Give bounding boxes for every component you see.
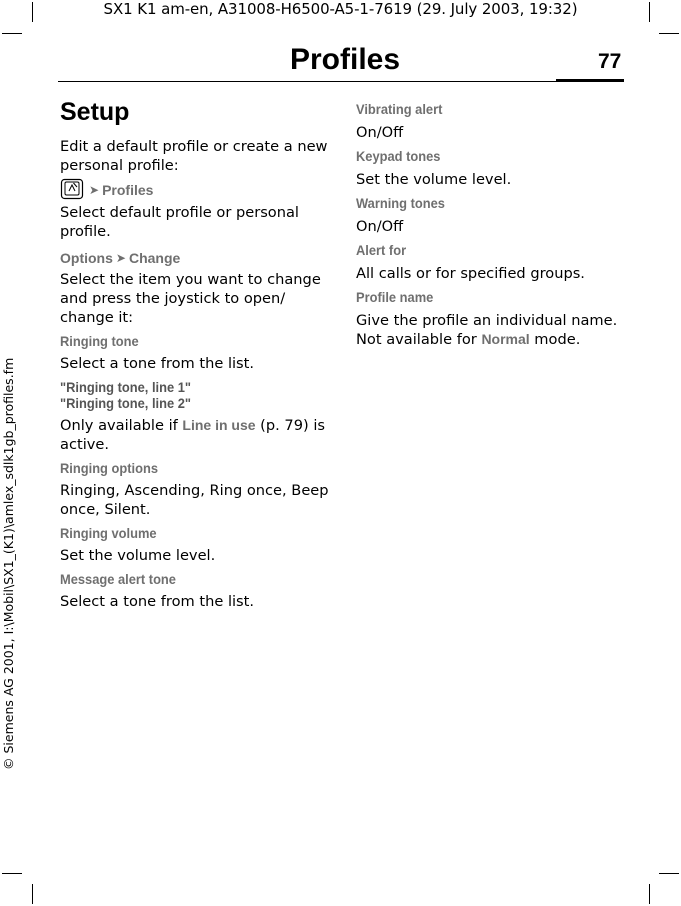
crop-mark [32, 884, 33, 904]
phone-menu-icon [60, 178, 86, 202]
item-label: Warning tones [356, 195, 445, 211]
menu-target: Profiles [102, 182, 154, 198]
crop-mark [659, 33, 679, 34]
item-description: On/Off [356, 218, 404, 235]
line-in-use-link: Line in use [182, 417, 256, 433]
item-label: Message alert tone [60, 571, 176, 587]
item-label: Alert for [356, 242, 407, 258]
right-column [356, 101, 626, 349]
running-header: SX1 K1 am-en, A31008-H6500-A5-1-7619 (29. July 2003, 19:32) [103, 0, 578, 18]
item-description: Select a tone from the list. [60, 355, 255, 372]
crop-mark [2, 873, 22, 874]
item-label: "Ringing tone, line 1" [60, 379, 191, 395]
title-rule [58, 81, 624, 82]
item-description: Set the volume level. [60, 547, 216, 564]
item-description: Set the volume level. [356, 171, 512, 188]
options-path [60, 249, 330, 267]
normal-mode-link: Normal [481, 331, 530, 347]
options-label: Options [60, 250, 113, 266]
item-label: Profile name [356, 289, 434, 305]
arrow-icon: ➤ [89, 183, 100, 197]
item-label: Vibrating alert [356, 101, 443, 117]
item-description: On/Off [356, 124, 404, 141]
crop-mark [2, 33, 22, 34]
item-label: Ringing options [60, 460, 159, 476]
item-label: Ringing tone [60, 333, 139, 349]
menu-path [60, 177, 330, 203]
copyright-side-note: © Siemens AG 2001, I:\Mobil\SX1_(K1)\amlex_sdlk1gb_profiles.fm [1, 357, 16, 770]
item-label: "Ringing tone, line 2" [60, 395, 191, 411]
item-description: All calls or for specified groups. [356, 265, 585, 282]
page-number: 77 [598, 50, 622, 73]
item-description: Select a tone from the list. [60, 593, 255, 610]
page-title: Profiles [290, 43, 401, 76]
intro-text: Edit a default profile or create a new personal profile: [60, 138, 328, 174]
page-number-rule [556, 79, 624, 82]
change-label: Change [128, 250, 181, 266]
section-heading: Setup [60, 98, 130, 126]
item-description: Ringing, Ascending, Ring once, Beep once, Silent. [60, 482, 329, 518]
left-column [60, 96, 330, 611]
options-description: Select the item you want to change and press the joystick to open/ change it: [60, 271, 321, 326]
item-label: Ringing volume [60, 525, 157, 541]
item-description: Only available if Line in use (p. 79) is active. [60, 417, 325, 453]
item-description: Give the profile an individual name. Not available for Normal mode. [356, 312, 618, 348]
item-label: Keypad tones [356, 148, 441, 164]
select-text: Select default profile or personal profile. [60, 204, 299, 240]
crop-mark [649, 884, 650, 904]
crop-mark [659, 873, 679, 874]
arrow-icon: ➤ [115, 251, 126, 265]
